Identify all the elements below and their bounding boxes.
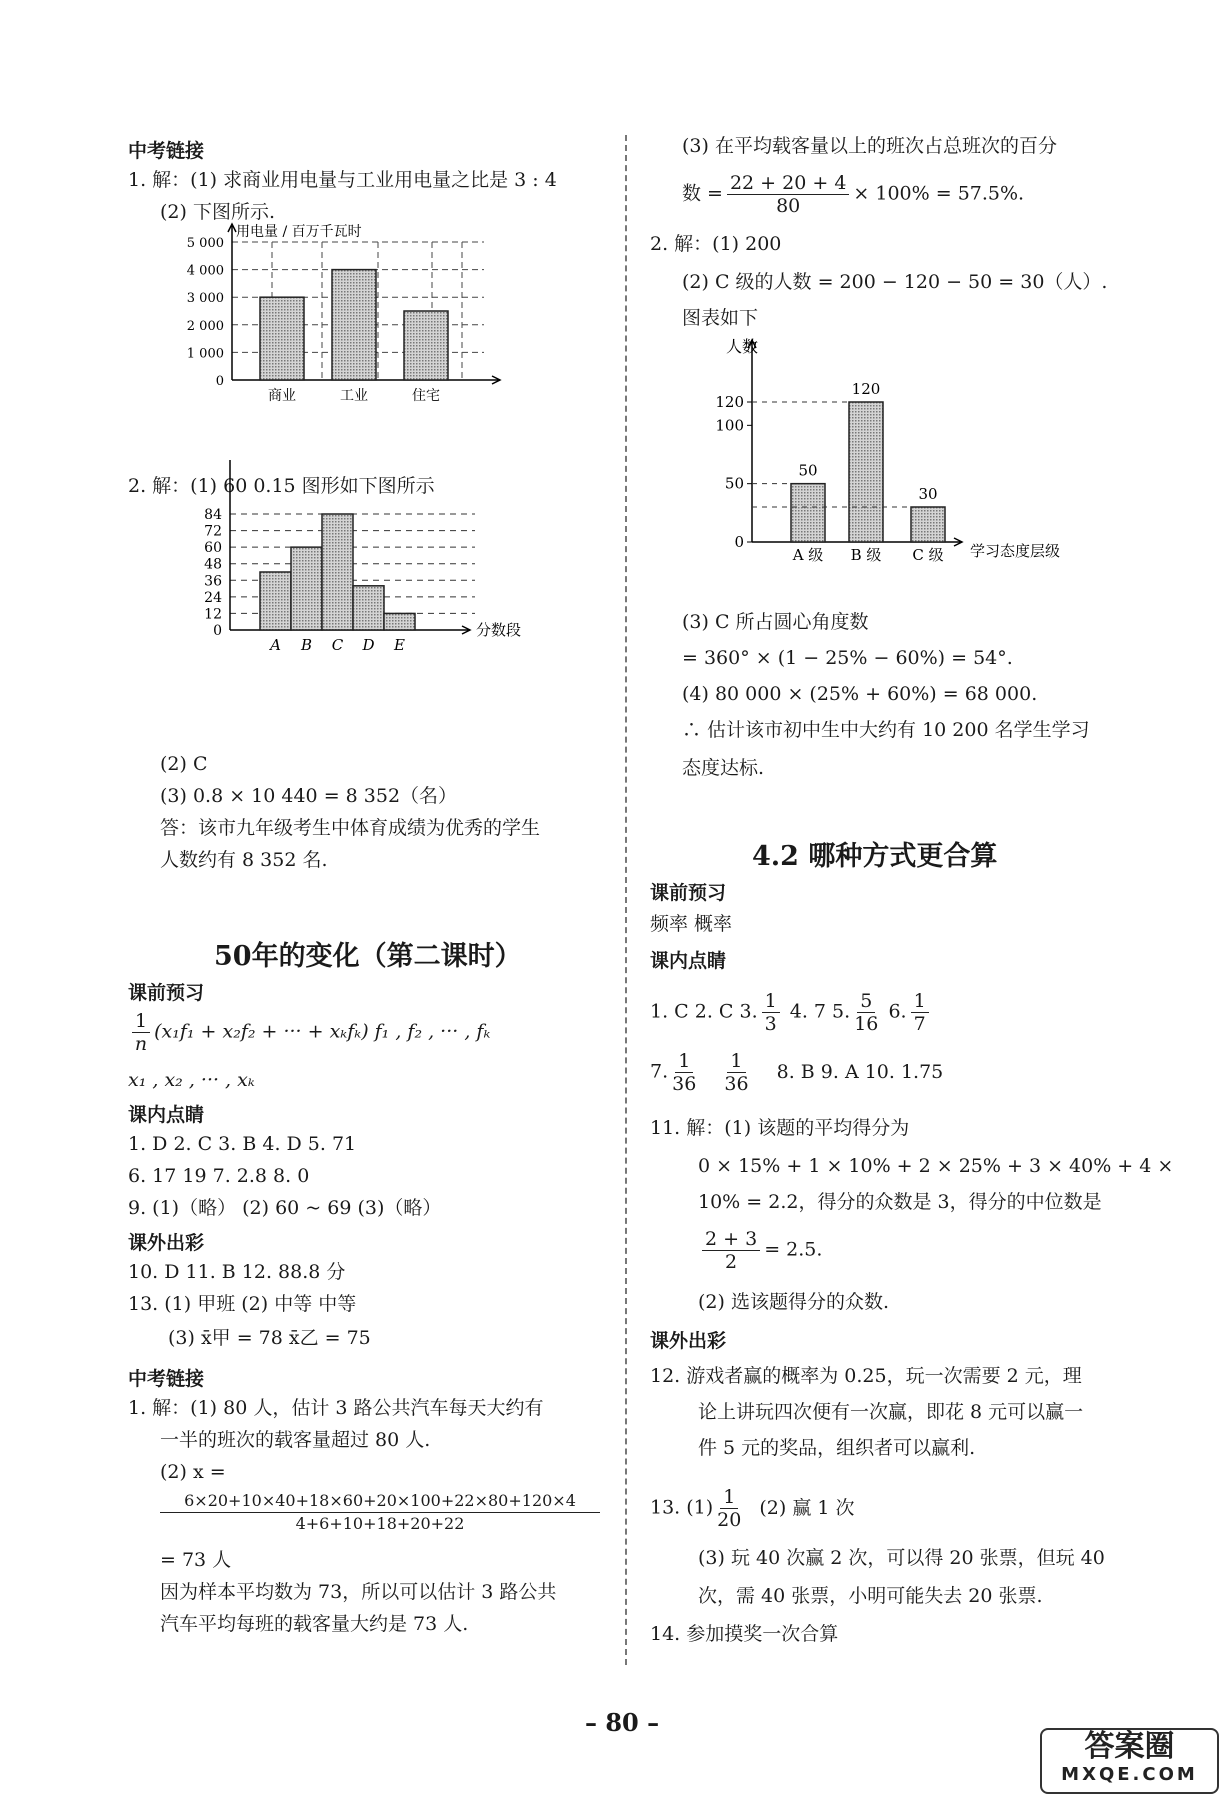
- x-tick-label: C: [331, 636, 344, 654]
- answer-line: 10% = 2.2，得分的众数是 3，得分的中位数是: [698, 1191, 1102, 1213]
- y-tick-label: 48: [204, 556, 222, 573]
- answer-line: (2) C 级的人数 = 200 − 120 − 50 = 30（人）.: [682, 271, 1108, 293]
- answer-line: 答：该市九年级考生中体育成绩为优秀的学生: [160, 817, 541, 839]
- y-tick-label: 120: [715, 393, 744, 411]
- section-heading: 课内点睛: [650, 950, 727, 972]
- page-number: – 80 –: [585, 1708, 660, 1737]
- x-tick-label: A 级: [792, 546, 824, 564]
- answer-line: 0 × 15% + 1 × 10% + 2 × 25% + 3 × 40% + 4 ×: [698, 1155, 1174, 1177]
- answer-line: (2) 选该题得分的众数.: [698, 1291, 889, 1313]
- fraction: $\frac{22 + 20 + 4}{80}$: [727, 172, 849, 217]
- y-tick-label: 50: [724, 474, 744, 493]
- y-tick-label: 1 000: [186, 346, 224, 362]
- chart-electricity: [186, 222, 580, 470]
- data-label: 120: [851, 380, 881, 398]
- answer-line: (2) 下图所示.: [160, 201, 275, 223]
- answer-line: (2) C: [160, 753, 208, 775]
- y-tick-label: 100: [715, 416, 744, 435]
- formula-line: $\frac{2 + 3}{2}$ = 2.5.: [698, 1228, 822, 1273]
- formula-line: $\frac{1}{n}$ (x₁f₁ + x₂f₂ + ··· + xₖfₖ) f₁ , f₂ , ··· , fₖ: [128, 1010, 490, 1055]
- x-axis-label: 学习态度层级: [970, 542, 1061, 560]
- fraction: $\frac{1}{3}$: [762, 990, 780, 1035]
- bar: [404, 311, 448, 380]
- fraction: $\frac{1}{7}$: [911, 990, 929, 1035]
- bar: [332, 270, 376, 380]
- bar: [260, 297, 304, 380]
- y-axis-label: 人数: [726, 337, 759, 356]
- answer-line: 因为样本平均数为 73，所以可以估计 3 路公共: [160, 1581, 557, 1603]
- y-tick-label: 4 000: [186, 263, 224, 279]
- answer-line: (4) 80 000 × (25% + 60%) = 68 000.: [682, 683, 1038, 705]
- x-tick-label: D: [362, 636, 375, 654]
- fraction: $\frac{1}{n}$: [132, 1010, 150, 1055]
- y-tick-label: 60: [204, 540, 222, 557]
- x-tick-label: B 级: [850, 546, 882, 564]
- data-label: 30: [918, 485, 938, 503]
- answer-line: 2. 解：(1) 200: [650, 233, 782, 255]
- answer-line: 9. (1)（略） (2) 60 ~ 69 (3)（略）: [128, 1197, 442, 1219]
- answer-line: 6. 17 19 7. 2.8 8. 0: [128, 1165, 310, 1187]
- answer-line: 1. C 2. C 3. $\frac{1}{3}$ 4. 7 5. $\frac{5}{16}$ 6. $\frac{1}{7}$: [650, 990, 933, 1035]
- y-axis-label: 用电量 / 百万千瓦时: [236, 224, 362, 240]
- answer-line: 11. 解：(1) 该题的平均得分为: [650, 1117, 910, 1139]
- y-tick-label: 24: [204, 589, 222, 606]
- answer-line: 论上讲玩四次便有一次赢，即花 8 元可以赢一: [698, 1401, 1084, 1423]
- fraction: $\frac{1}{36}$: [724, 1050, 749, 1095]
- y-tick-label: 3 000: [186, 291, 224, 307]
- bar: [260, 572, 291, 630]
- answer-line: (2) x =: [160, 1461, 226, 1483]
- answer-line: 1. D 2. C 3. B 4. D 5. 71: [128, 1133, 357, 1155]
- y-tick-label: 0: [215, 374, 224, 389]
- y-tick-label: 2 000: [186, 318, 224, 334]
- watermark-logo: 答案圈 MXQE.COM: [1040, 1728, 1219, 1794]
- answer-line: = 73 人: [160, 1549, 232, 1571]
- y-tick-label: 0: [213, 623, 222, 639]
- x-tick-label: 商业: [268, 388, 296, 404]
- bar: [322, 514, 353, 630]
- y-tick-label: 72: [204, 523, 222, 540]
- x-tick-label: 工业: [340, 388, 368, 404]
- answer-line: 件 5 元的奖品，组织者可以赢利.: [698, 1437, 976, 1459]
- answer-line: 2. 解：(1) 60 0.15 图形如下图所示: [128, 475, 435, 497]
- bar: [791, 484, 825, 542]
- fraction: $\frac{2 + 3}{2}$: [702, 1228, 760, 1273]
- y-tick-label: 36: [204, 573, 222, 590]
- fraction: $\frac{1}{36}$: [672, 1050, 697, 1095]
- answer-line: (3) 在平均载客量以上的班次占总班次的百分: [682, 135, 1057, 157]
- answer-line: 一半的班次的载客量超过 80 人.: [160, 1429, 431, 1451]
- answer-line: (3) 0.8 × 10 440 = 8 352（名）: [160, 785, 458, 807]
- bar: [353, 586, 384, 630]
- x-tick-label: C 级: [912, 546, 944, 564]
- section-heading: 中考链接: [128, 1368, 205, 1390]
- x-tick-label: E: [394, 636, 405, 654]
- answer-line: (3) x̄甲 = 78 x̄乙 = 75: [168, 1327, 371, 1349]
- bar: [384, 613, 415, 630]
- x-tick-label: A: [270, 636, 281, 654]
- y-tick-label: 12: [204, 606, 222, 623]
- chart-score-distribution: [200, 500, 620, 740]
- answer-line: = 360° × (1 − 25% − 60%) = 54°.: [682, 647, 1013, 669]
- answer-line: 频率 概率: [650, 913, 733, 935]
- x-tick-label: B: [300, 636, 313, 654]
- fraction: $\frac{5}{16}$: [854, 990, 879, 1035]
- column-divider: [625, 135, 627, 1665]
- answer-line: 7. $\frac{1}{36}$ $\frac{1}{36}$ 8. B 9. A 10. 1.75: [650, 1050, 944, 1095]
- answer-line: 1. 解：(1) 80 人，估计 3 路公共汽车每天大约有: [128, 1397, 544, 1419]
- answer-line: (3) C 所占圆心角度数: [682, 611, 869, 633]
- section-heading: 课内点睛: [128, 1104, 205, 1126]
- answer-line: (3) 玩 40 次赢 2 次，可以得 20 张票，但玩 40: [698, 1547, 1105, 1569]
- answer-line: 1. 解：(1) 求商业用电量与工业用电量之比是 3 : 4: [128, 169, 557, 191]
- fraction: $\frac{1}{20}$: [717, 1486, 742, 1531]
- formula-line: x₁ , x₂ , ··· , xₖ: [128, 1069, 255, 1091]
- x-axis-label: 分数段: [476, 621, 522, 639]
- x-tick-label: 住宅: [412, 388, 440, 404]
- fraction-line: 6×20+10×40+18×60+20×100+22×80+120×4 4+6+10+18+20+22: [160, 1490, 600, 1535]
- y-tick-label: 0: [734, 533, 744, 551]
- bar: [849, 402, 883, 542]
- bar: [911, 507, 945, 542]
- answer-line: 10. D 11. B 12. 88.8 分: [128, 1261, 346, 1283]
- data-label: 50: [798, 461, 818, 480]
- section-heading: 中考链接: [128, 140, 205, 162]
- chart-attitude-level: [690, 330, 1120, 592]
- section-heading: 课前预习: [128, 982, 205, 1004]
- answer-line: 13. (1) 甲班 (2) 中等 中等: [128, 1293, 357, 1315]
- answer-line: 汽车平均每班的载客量大约是 73 人.: [160, 1613, 469, 1635]
- y-tick-label: 84: [204, 507, 222, 523]
- answer-line: 图表如下: [682, 307, 759, 329]
- answer-line: ∴ 估计该市初中生中大约有 10 200 名学生学习: [682, 719, 1090, 741]
- bar: [291, 547, 322, 630]
- answer-line: 人数约有 8 352 名.: [160, 849, 328, 871]
- section-title: 4.2 哪种方式更合算: [752, 841, 998, 872]
- formula-line: 数 = $\frac{22 + 20 + 4}{80}$ × 100% = 57.5%.: [682, 172, 1025, 217]
- y-tick-label: 5 000: [186, 236, 224, 251]
- answer-line: 12. 游戏者赢的概率为 0.25，玩一次需要 2 元，理: [650, 1365, 1082, 1387]
- answer-line: 态度达标.: [682, 757, 765, 779]
- section-title: 50年的变化（第二课时）: [214, 941, 522, 972]
- section-heading: 课外出彩: [128, 1232, 205, 1254]
- formula-line: 13. (1) $\frac{1}{20}$ (2) 赢 1 次: [650, 1486, 855, 1531]
- section-heading: 课外出彩: [650, 1330, 727, 1352]
- answer-line: 次，需 40 张票，小明可能失去 20 张票.: [698, 1585, 1043, 1607]
- section-heading: 课前预习: [650, 882, 727, 904]
- answer-line: 14. 参加摸奖一次合算: [650, 1623, 839, 1645]
